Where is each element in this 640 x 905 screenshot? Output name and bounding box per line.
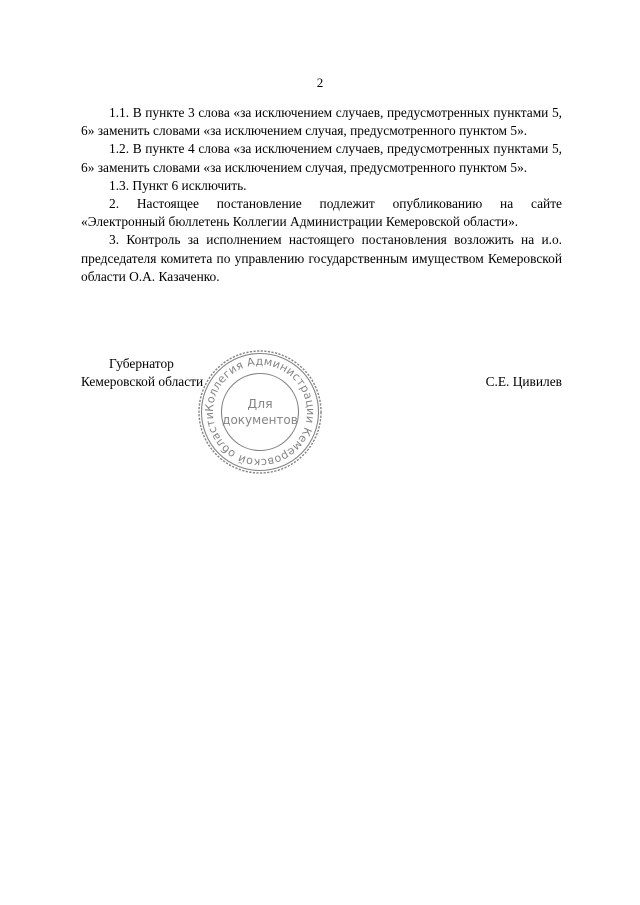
signatory-name: С.Е. Цивилев xyxy=(485,374,562,389)
signatory-title: Губернатор xyxy=(109,356,174,371)
paragraph: 2. Настоящее постановление подлежит опубликованию на сайте «Электронный бюллетень Коллегии Администрации Кемеровской области». xyxy=(81,196,562,230)
paragraph: 1.1. В пункте 3 слова «за исключением случаев, предусмотренных пунктами 5, 6» заменить словами «за исключением случая, предусмотренного пунктом 5». xyxy=(81,105,562,139)
paragraph: 1.3. Пункт 6 исключить. xyxy=(109,177,247,193)
page-number: 2 xyxy=(316,75,324,90)
stamp-center-line-1: Для xyxy=(247,396,273,411)
stamp-ring-text: Коллегия Администрации Кемеровской области xyxy=(202,354,318,470)
signatory-region: Кемеровской области xyxy=(81,374,204,389)
paragraph: 1.2. В пункте 4 слова «за исключением случаев, предусмотренных пунктами 5, 6» заменить словами «за исключением случая, предусмотренного пунктом 5». xyxy=(81,141,562,175)
document-body xyxy=(81,104,562,286)
stamp-icon xyxy=(197,349,323,475)
official-stamp xyxy=(197,349,323,475)
signature-block xyxy=(81,355,562,485)
paragraph: 3. Контроль за исполнением настоящего постановления возложить на и.о. председателя комитета по управлению государственным имуществом Кемеровской области О.А. Казаченко. xyxy=(81,232,562,284)
stamp-center-line-2: документов xyxy=(222,413,298,427)
